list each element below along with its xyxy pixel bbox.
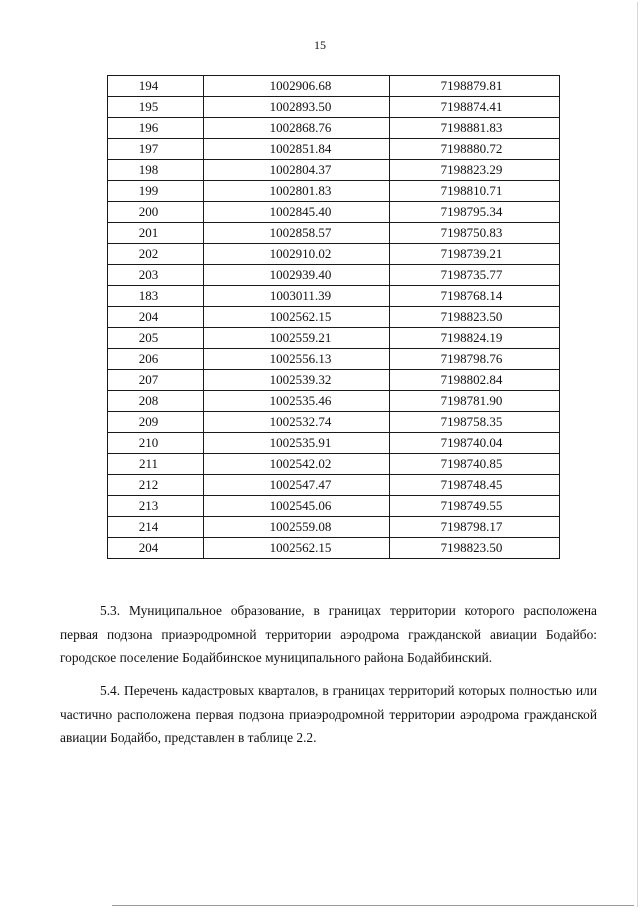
y-coordinate-cell: 7198798.17 bbox=[390, 517, 560, 538]
y-coordinate-cell: 7198781.90 bbox=[390, 391, 560, 412]
x-coordinate-cell: 1002542.02 bbox=[204, 454, 390, 475]
table-row bbox=[108, 370, 560, 391]
table-row bbox=[108, 202, 560, 223]
x-coordinate-cell: 1002539.32 bbox=[204, 370, 390, 391]
table-row bbox=[108, 139, 560, 160]
point-number-cell: 197 bbox=[108, 139, 204, 160]
table-row bbox=[108, 412, 560, 433]
table-row bbox=[108, 349, 560, 370]
x-coordinate-cell: 1002858.57 bbox=[204, 223, 390, 244]
y-coordinate-cell: 7198735.77 bbox=[390, 265, 560, 286]
coordinates-table bbox=[107, 75, 560, 559]
point-number-cell: 203 bbox=[108, 265, 204, 286]
y-coordinate-cell: 7198802.84 bbox=[390, 370, 560, 391]
x-coordinate-cell: 1002545.06 bbox=[204, 496, 390, 517]
scan-edge-line bbox=[112, 905, 634, 906]
x-coordinate-cell: 1002559.21 bbox=[204, 328, 390, 349]
table-row bbox=[108, 538, 560, 559]
point-number-cell: 213 bbox=[108, 496, 204, 517]
y-coordinate-cell: 7198768.14 bbox=[390, 286, 560, 307]
y-coordinate-cell: 7198740.85 bbox=[390, 454, 560, 475]
table-row bbox=[108, 328, 560, 349]
paragraph-5-4-text: 5.4. Перечень кадастровых кварталов, в границах территорий которых полностью или частично расположена первая подзона приаэродромной территории аэродрома гражданской авиации Бодайбо, представлен в таблице 2.2. bbox=[60, 683, 597, 745]
x-coordinate-cell: 1002801.83 bbox=[204, 181, 390, 202]
table-row bbox=[108, 454, 560, 475]
x-coordinate-cell: 1003011.39 bbox=[204, 286, 390, 307]
x-coordinate-cell: 1002562.15 bbox=[204, 538, 390, 559]
y-coordinate-cell: 7198748.45 bbox=[390, 475, 560, 496]
paragraph-5-3 bbox=[60, 599, 597, 670]
table-row bbox=[108, 223, 560, 244]
paragraph-5-3-text: 5.3. Муниципальное образование, в границах территории которого расположена первая подзона приаэродромной территории аэродрома гражданской авиации Бодайбо: городское поселение Бодайбинское муниципального района Бодайбинский. bbox=[60, 603, 597, 665]
point-number-cell: 214 bbox=[108, 517, 204, 538]
y-coordinate-cell: 7198795.34 bbox=[390, 202, 560, 223]
point-number-cell: 183 bbox=[108, 286, 204, 307]
paragraph-5-4 bbox=[60, 679, 597, 750]
point-number-cell: 204 bbox=[108, 538, 204, 559]
x-coordinate-cell: 1002559.08 bbox=[204, 517, 390, 538]
point-number-cell: 212 bbox=[108, 475, 204, 496]
y-coordinate-cell: 7198810.71 bbox=[390, 181, 560, 202]
table-row bbox=[108, 433, 560, 454]
coordinates-table-body bbox=[108, 76, 560, 559]
y-coordinate-cell: 7198758.35 bbox=[390, 412, 560, 433]
point-number-cell: 207 bbox=[108, 370, 204, 391]
x-coordinate-cell: 1002906.68 bbox=[204, 76, 390, 97]
x-coordinate-cell: 1002562.15 bbox=[204, 307, 390, 328]
point-number-cell: 209 bbox=[108, 412, 204, 433]
y-coordinate-cell: 7198874.41 bbox=[390, 97, 560, 118]
x-coordinate-cell: 1002939.40 bbox=[204, 265, 390, 286]
x-coordinate-cell: 1002532.74 bbox=[204, 412, 390, 433]
table-row bbox=[108, 496, 560, 517]
point-number-cell: 202 bbox=[108, 244, 204, 265]
table-row bbox=[108, 517, 560, 538]
x-coordinate-cell: 1002868.76 bbox=[204, 118, 390, 139]
x-coordinate-cell: 1002845.40 bbox=[204, 202, 390, 223]
x-coordinate-cell: 1002535.46 bbox=[204, 391, 390, 412]
point-number-cell: 195 bbox=[108, 97, 204, 118]
y-coordinate-cell: 7198824.19 bbox=[390, 328, 560, 349]
point-number-cell: 206 bbox=[108, 349, 204, 370]
table-row bbox=[108, 391, 560, 412]
y-coordinate-cell: 7198798.76 bbox=[390, 349, 560, 370]
point-number-cell: 204 bbox=[108, 307, 204, 328]
y-coordinate-cell: 7198880.72 bbox=[390, 139, 560, 160]
point-number-cell: 200 bbox=[108, 202, 204, 223]
x-coordinate-cell: 1002910.02 bbox=[204, 244, 390, 265]
table-row bbox=[108, 475, 560, 496]
x-coordinate-cell: 1002547.47 bbox=[204, 475, 390, 496]
y-coordinate-cell: 7198881.83 bbox=[390, 118, 560, 139]
point-number-cell: 199 bbox=[108, 181, 204, 202]
x-coordinate-cell: 1002556.13 bbox=[204, 349, 390, 370]
table-row bbox=[108, 118, 560, 139]
page-number: 15 bbox=[314, 38, 326, 52]
table-row bbox=[108, 286, 560, 307]
point-number-cell: 196 bbox=[108, 118, 204, 139]
point-number-cell: 194 bbox=[108, 76, 204, 97]
y-coordinate-cell: 7198749.55 bbox=[390, 496, 560, 517]
table-row bbox=[108, 265, 560, 286]
y-coordinate-cell: 7198879.81 bbox=[390, 76, 560, 97]
x-coordinate-cell: 1002893.50 bbox=[204, 97, 390, 118]
y-coordinate-cell: 7198823.50 bbox=[390, 307, 560, 328]
point-number-cell: 208 bbox=[108, 391, 204, 412]
point-number-cell: 205 bbox=[108, 328, 204, 349]
table-row bbox=[108, 160, 560, 181]
scan-edge-line-right bbox=[637, 2, 638, 907]
y-coordinate-cell: 7198750.83 bbox=[390, 223, 560, 244]
table-row bbox=[108, 244, 560, 265]
x-coordinate-cell: 1002851.84 bbox=[204, 139, 390, 160]
point-number-cell: 210 bbox=[108, 433, 204, 454]
x-coordinate-cell: 1002535.91 bbox=[204, 433, 390, 454]
y-coordinate-cell: 7198740.04 bbox=[390, 433, 560, 454]
point-number-cell: 198 bbox=[108, 160, 204, 181]
y-coordinate-cell: 7198823.29 bbox=[390, 160, 560, 181]
point-number-cell: 201 bbox=[108, 223, 204, 244]
table-row bbox=[108, 307, 560, 328]
table-row bbox=[108, 97, 560, 118]
table-row bbox=[108, 76, 560, 97]
table-row bbox=[108, 181, 560, 202]
y-coordinate-cell: 7198823.50 bbox=[390, 538, 560, 559]
point-number-cell: 211 bbox=[108, 454, 204, 475]
x-coordinate-cell: 1002804.37 bbox=[204, 160, 390, 181]
y-coordinate-cell: 7198739.21 bbox=[390, 244, 560, 265]
